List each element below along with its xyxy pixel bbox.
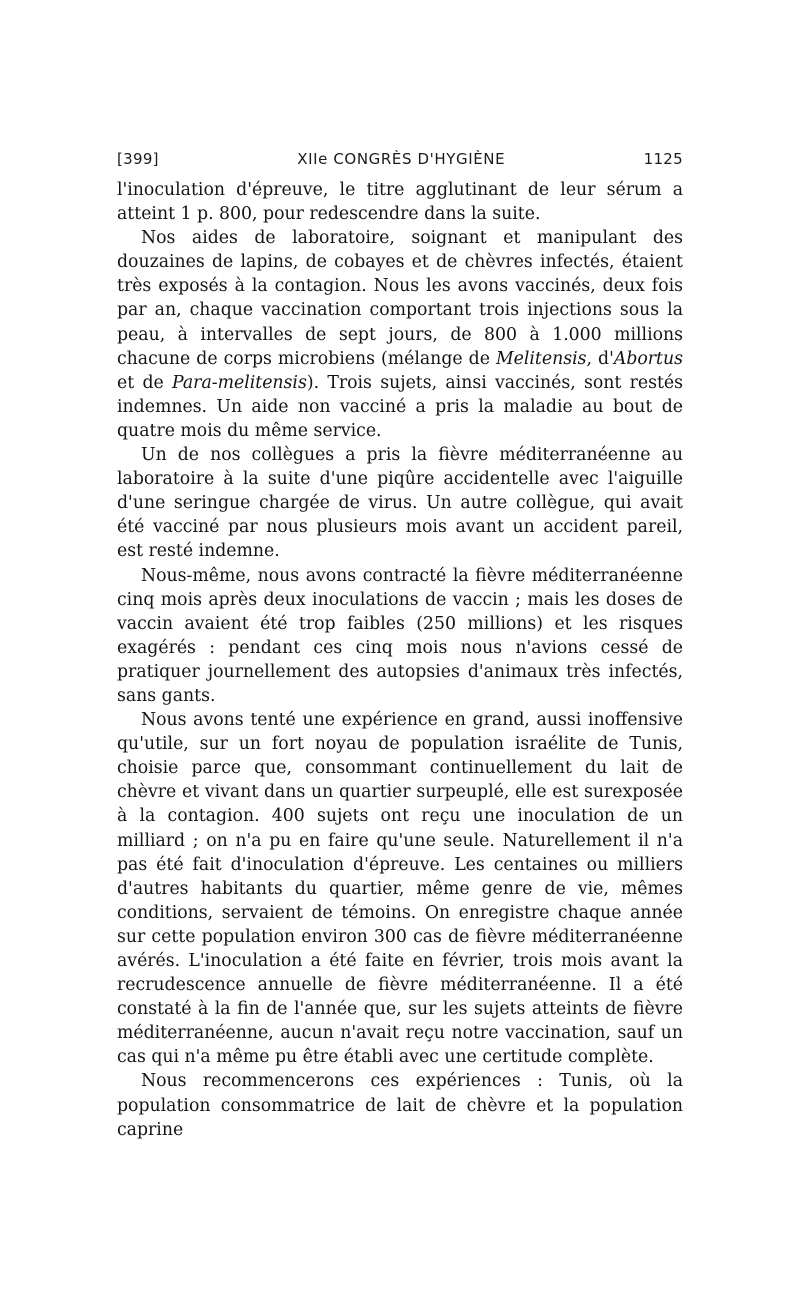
text-run: et de [117,372,173,393]
page-reference: [399] [117,150,159,168]
italic-term-melitensis: Melitensis [495,348,587,369]
paragraph-4 [117,564,683,709]
text-run: Un de nos collègues a pris la fièvre méditerranéenne au laboratoire à la suite d'une piqûre accidentelle avec l'aiguille d'une seringue chargée de virus. Un autre collègue, qui avait été vacciné par nous plusieurs mois avant un accident pareil, est resté indemne. [117,445,683,562]
paragraph-1 [117,178,683,226]
running-title: XIIe CONGRÈS D'HYGIÈNE [297,150,506,168]
text-run: l'inoculation d'épreuve, le titre agglutinant de leur sérum a atteint 1 p. 800, pour redescendre dans la suite. [117,180,683,225]
text-run: Nous recommencerons ces expériences : Tunis, où la population consommatrice de lait de chèvre et la population caprine [117,1071,683,1140]
running-header [117,150,683,168]
text-run: Nous-même, nous avons contracté la fièvre méditerranéenne cinq mois après deux inoculations de vaccin ; mais les doses de vaccin avaient été trop faibles (250 millions) et les risques exagérés : pendant ces cinq mois nous n'avions cessé de pratiquer journellement des autopsies d'animaux très infectés, sans gants. [117,565,683,706]
body-text [117,178,683,1142]
book-page [117,150,683,1142]
paragraph-5 [117,708,683,1069]
text-run: Nos aides de laboratoire, soignant et manipulant des douzaines de lapins, de cobayes et de chèvres infectés, étaient très exposés à la contagion. Nous les avons vaccinés, deux fois par an, chaque vaccination comportant trois injections sous la peau, à intervalles de sept jours, de 800 à 1.000 millions chacune de corps microbiens (mélange de [117,228,683,369]
text-run: , d' [586,348,614,369]
paragraph-2 [117,226,683,443]
paragraph-6 [117,1069,683,1141]
text-run: Nous avons tenté une expérience en grand, aussi inoffensive qu'utile, sur un fort noyau de population israélite de Tunis, choisie parce que, consommant continuellement du lait de chèvre et vivant dans un quartier surpeuplé, elle est surexposée à la contagion. 400 sujets ont reçu une inoculation de un milliard ; on n'a pu en faire qu'une seule. Naturellement il n'a pas été fait d'inoculation d'épreuve. Les centaines ou milliers d'autres habitants du quartier, même genre de vie, mêmes conditions, servaient de témoins. On enregistre chaque année sur cette population environ 300 cas de fièvre méditerranéenne avérés. L'inoculation a été faite en février, trois mois avant la recrudescence annuelle de fièvre méditerranéenne. Il a été constaté à la fin de l'année que, sur les sujets atteints de fièvre méditerranéenne, aucun n'avait reçu notre vaccination, sauf un cas qui n'a même pu être établi avec une certitude complète. [117,710,683,1068]
paragraph-3 [117,443,683,563]
italic-term-paramelitensis: Para-melitensis [172,372,307,393]
text-run: ). Trois sujets, ainsi vaccinés, sont restés indemnes. Un aide non vacciné a pris la maladie au bout de quatre mois du même service. [117,372,683,441]
page-number: 1125 [643,150,683,168]
italic-term-abortus: Abortus [613,348,683,369]
